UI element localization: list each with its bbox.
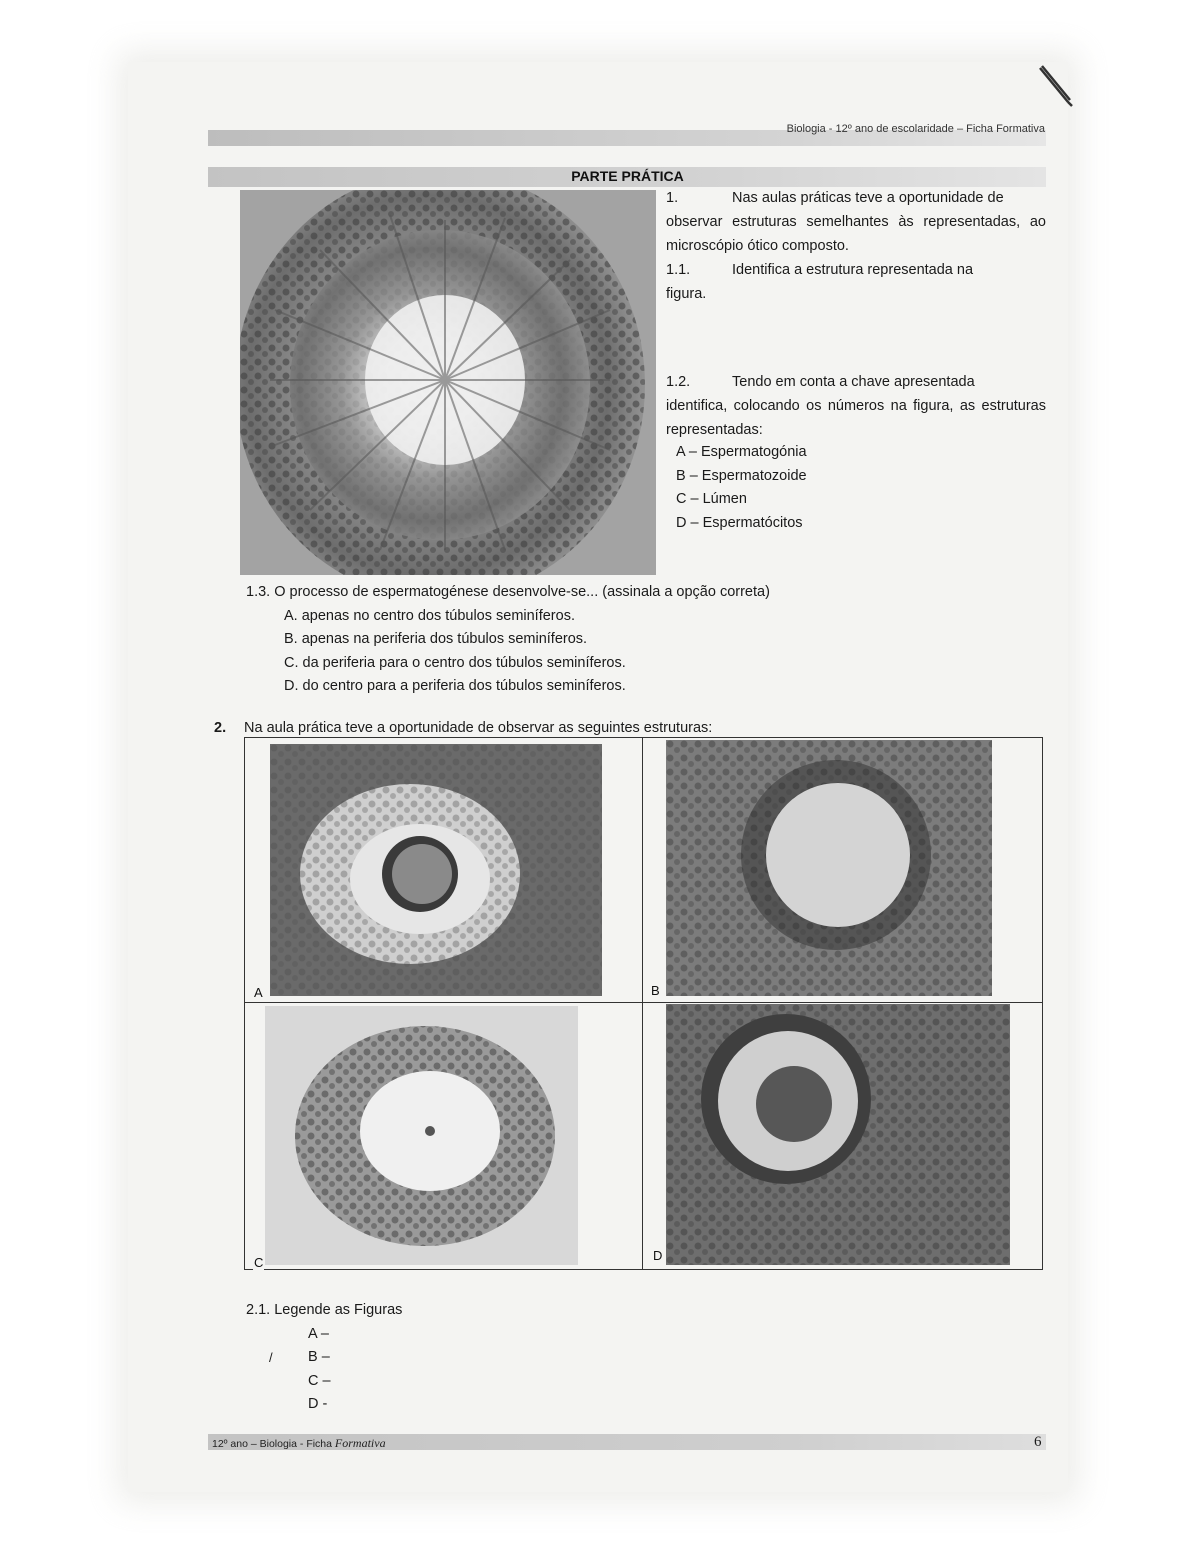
q1-number: 1.: [666, 190, 679, 206]
q1-text-first: Nas aulas práticas teve a oportunidade de: [732, 190, 1004, 206]
key-item: D – Espermatócitos: [676, 514, 803, 531]
header-text: Biologia - 12º ano de escolaridade – Ficha Formativa: [786, 123, 1045, 135]
question-1-2: [666, 370, 1046, 442]
question-2: [214, 720, 712, 736]
pencil-tick-mark: /: [269, 1350, 273, 1365]
legend-b: B –: [308, 1349, 330, 1365]
page-number: 6: [1034, 1434, 1042, 1450]
option-a: A. apenas no centro dos túbulos seminíferos.: [284, 607, 575, 624]
footer-formativa: Formativa: [334, 1436, 386, 1450]
key-item: A – Espermatogónia: [676, 444, 807, 460]
figure-b-image: [666, 740, 992, 996]
q1-1-text-rest: figura.: [666, 286, 707, 302]
grid-divider-vertical: [642, 738, 643, 1269]
grid-divider-horizontal: [245, 1002, 1042, 1003]
legend-a: A –: [308, 1325, 329, 1342]
q1-1-text-first: Identifica a estrutura representada na: [732, 262, 974, 278]
q2-1-question: 2.1. Legende as Figuras: [246, 1302, 403, 1318]
legend-d: D -: [308, 1396, 328, 1412]
figure-a-label: A: [254, 985, 263, 1000]
legend-c: C –: [308, 1372, 331, 1389]
q1-3-question: 1.3. O processo de espermatogénese desenvolve-se... (assinala a opção correta): [246, 584, 770, 600]
key-item: C – Lúmen: [676, 491, 747, 507]
question-1-3: [246, 581, 770, 699]
q1-2-text-first: Tendo em conta a chave apresentada: [732, 374, 975, 390]
q1-2-number: 1.2.: [666, 374, 691, 390]
figure-d-image: [666, 1004, 1010, 1265]
q2-number: 2.: [214, 720, 227, 736]
footer-label: 12º ano – Biologia - Ficha: [212, 1438, 332, 1450]
footer-text: [212, 1436, 386, 1451]
pen-mark: [1030, 62, 1080, 112]
section-title: PARTE PRÁTICA: [571, 168, 684, 184]
figure-c-label: C: [254, 1255, 264, 1270]
key-item: B – Espermatozoide: [676, 467, 807, 484]
q2-text: Na aula prática teve a oportunidade de observar as seguintes estruturas:: [244, 720, 713, 736]
figure-d-label: D: [653, 1248, 663, 1263]
q1-1-number: 1.1.: [666, 262, 691, 278]
key-list: [676, 441, 807, 535]
option-c: C. da periferia para o centro dos túbulos seminíferos.: [284, 654, 626, 671]
figure-b-label: B: [651, 983, 660, 998]
q1-2-text-rest: identifica, colocando os números na figura, as estruturas representadas:: [666, 398, 1046, 438]
figure-a-image: [270, 744, 602, 996]
seminiferous-tubule-image: [240, 190, 656, 575]
q1-text-rest: observar estruturas semelhantes às representadas, ao microscópio ótico composto.: [666, 214, 1046, 254]
question-1: [666, 186, 1046, 306]
figure-c-image: [265, 1006, 578, 1265]
option-b: B. apenas na periferia dos túbulos seminíferos.: [284, 631, 588, 647]
option-d: D. do centro para a periferia dos túbulos seminíferos.: [284, 678, 626, 694]
